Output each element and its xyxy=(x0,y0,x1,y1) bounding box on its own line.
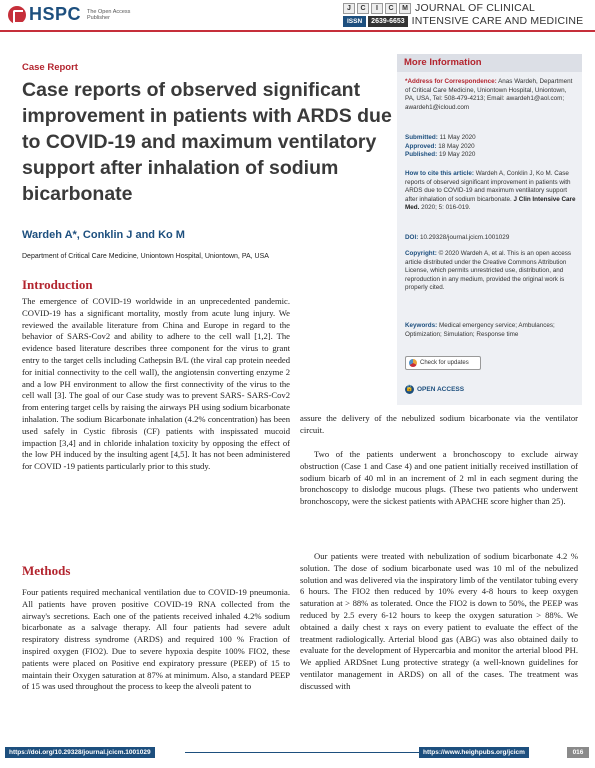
issn-value: 2639-6653 xyxy=(368,16,407,27)
crossmark-icon xyxy=(409,359,417,367)
right-paragraph-1: assure the delivery of the nebulized sodium bicarbonate via the ventilator circuit. xyxy=(300,413,578,435)
copyright-text: © 2020 Wardeh A, et al. This is an open access article distributed under the Creative Commons Attribution License, which permits unrestricted use, distribution, and reproduction in any medium, provided the original work is properly cited. xyxy=(405,250,571,292)
correspondence-text: Anas Wardeh, Department of Critical Care Medicine, Uniontown Hospital, Uniontown, PA, USA, Tel: 508-479-4213; Email: awardeh1@aol.com; awardeh1@icloud.com xyxy=(405,78,573,111)
right-paragraph-3: Our patients were treated with nebulization of sodium bicarbonate 4.2 % solution. The dose of sodium bicarbonate used was 10 ml of the nebulized solution and was delivered via the inspiratory limb of the ventilator tubing every 6 hours. The FIO2 then reduced by 10% every 4-8 hours to keep oxygen saturation at > 88% as tolerated. Once the FIO2 is down to 50%, the PEEP was reduced by 2.5 every 6-12 hours to keep the oxygen saturation > 88%. We obtained a daily chest x rays on every patient to evaluate the effect of the treatment radiologically. Arterial blood gas (ABG) was also obtained daily to evaluate for the development of Hypercarbia and monitor the arterial blood PH. We applied ARDSnet Lung protective strategy (a well-known guidelines for ventilator management in ARDS) on all of the cases. The treatment was discussed with xyxy=(300,551,578,691)
journal-letter: C xyxy=(385,3,397,14)
page-number: 016 xyxy=(567,747,589,758)
check-for-updates-button[interactable] xyxy=(405,356,481,370)
more-information-panel xyxy=(397,54,582,405)
doi-value[interactable]: 10.29328/journal.jcicm.1001029 xyxy=(420,234,510,241)
issn-row xyxy=(343,15,583,27)
panel-heading: More Information xyxy=(397,54,582,72)
issn-label: ISSN xyxy=(343,16,366,27)
open-access-badge[interactable] xyxy=(405,385,464,394)
hspc-logo-icon xyxy=(8,6,26,24)
citation-block xyxy=(405,170,577,213)
header-divider xyxy=(0,30,595,32)
methods-heading: Methods xyxy=(22,563,71,578)
published-label: Published: xyxy=(405,151,438,159)
introduction-heading: Introduction xyxy=(22,277,93,292)
publisher-tagline: The Open Access Publisher xyxy=(87,8,131,21)
doi-label: DOI: xyxy=(405,234,419,241)
journal-letter: M xyxy=(399,3,411,14)
journal-name-line1: JOURNAL OF CLINICAL xyxy=(415,2,536,14)
cite-tail: 2020; 5: 016-019. xyxy=(421,204,471,212)
published-date: 19 May 2020 xyxy=(438,151,476,159)
keywords-label: Keywords: xyxy=(405,322,438,329)
submitted-date: 11 May 2020 xyxy=(439,134,476,141)
open-lock-icon: 🔓 xyxy=(405,386,414,392)
journal-letter: I xyxy=(371,3,383,14)
open-access-label: OPEN ACCESS xyxy=(417,386,465,393)
check-updates-label: Check for updates xyxy=(420,360,469,366)
cite-journal: J Clin Intensive Care Med. xyxy=(405,195,576,212)
dates-block xyxy=(405,134,577,160)
approved-date: 18 May 2020 xyxy=(438,142,475,150)
cite-label: How to cite this article: xyxy=(405,170,474,177)
footer-doi-link[interactable]: https://doi.org/10.29328/journal.jcicm.1001029 xyxy=(5,747,155,758)
article-title: Case reports of observed significant improvement in patients with ARDS due to COVID-19 and maximum ventilatory support after inhalation of sodium bicarbonate xyxy=(22,79,392,205)
right-paragraph-2: Two of the patients underwent a bronchoscopy to exclude airway obstruction (Case 1 and Case 4) and one patient initially received instillation of sodium bicarb of 40 ml in an increment of 2 ml in each segment during the bronchoscopy to dislodge mucous plugs. (These two patients who underwent bronchoscopy, were the sickest patients with APACHE score higher than 25). xyxy=(300,449,578,507)
journal-letter: C xyxy=(357,3,369,14)
correspondence-label: *Address for Correspondence: xyxy=(405,78,497,85)
copyright-block xyxy=(405,250,577,293)
journal-header xyxy=(0,0,595,30)
approved-label: Approved: xyxy=(405,142,437,150)
cite-text: Wardeh A, Conklin J, Ko M. Case reports of observed significant improvement in patients with ARDS due to COVID-19 and maximum ventilatory support after inhalation of sodium bicarbonate. xyxy=(405,170,571,203)
doi-block xyxy=(405,234,577,243)
methods-paragraph: Four patients required mechanical ventilation due to COVID-19 pneumonia. All patients have proven positive COVID-19 RNA collected from the airway's secretions. Each one of the patients received inhaled 4.2% sodium bicarbonate as a salvage therapy. All four patients had severe adult respiratory distress syndrome (ARDS) and required 100 % Fraction of inspired oxygen (FIO2). Due to severe hypoxia despite 100% FIO2, these patients were placed on Positive end expiratory pressure (PEEP) of 15 to maintain their Oxygen saturation at 87% at minimum. Also, a standard PEEP of 15 was used throughout the process to keep the alveoli patent to xyxy=(22,587,290,692)
keywords-block xyxy=(405,322,577,339)
journal-title-row xyxy=(343,2,535,14)
keywords-text: Medical emergency service; Ambulances; Optimization; Simulation; Response time xyxy=(405,322,555,338)
journal-name-line2: INTENSIVE CARE AND MEDICINE xyxy=(411,15,584,27)
article-affiliation: Department of Critical Care Medicine, Uniontown Hospital, Uniontown, PA, USA xyxy=(22,253,269,260)
journal-letter: J xyxy=(343,3,355,14)
footer-site-link[interactable]: https://www.heighpubs.org/jcicm xyxy=(419,747,529,758)
copyright-label: Copyright: xyxy=(405,250,437,257)
article-type: Case Report xyxy=(22,62,78,73)
correspondence-block xyxy=(405,78,577,112)
publisher-name: HSPC xyxy=(29,4,82,24)
footer-rule xyxy=(185,752,419,753)
submitted-label: Submitted: xyxy=(405,134,438,141)
publisher-logo[interactable] xyxy=(8,4,137,25)
introduction-paragraph: The emergence of COVID-19 worldwide in an unprecedented pandemic. COVID-19 has a significant mortality, mostly from acute lung injury. We reviewed the available literature from China and Europe in regard to the behavior of SARS-Cov2 and ability to adhere to the cell wall [1,2]. The evidence based literature describes three component for the virus to grant entry to the target cells including Cathepsin B/L (the viral cap protein needed for initial connectivity to the cell wall), the angiotensin converting enzyme 2 and a low PH environment to allow the first connectivity of the virus to the cell wall [3]. The goal of our Case study was to prevent SARS- SARS-Cov2 from entering target cells by raising the airways PH using sodium bicarbonate inhalation. The sodium Bicarbonate inhalation (4.2% concentration) has been used safely in Cystic fibrosis (CF) patients with inspissated mucoid impaction [3,4] and in chloride inhalation toxicity by opposing the effect of the low PH induced by the insulting agent [4,5]. It has not been administered for COVID -19 patients particularly prior to this study. xyxy=(22,296,290,472)
article-authors: Wardeh A*, Conklin J and Ko M xyxy=(22,229,185,241)
